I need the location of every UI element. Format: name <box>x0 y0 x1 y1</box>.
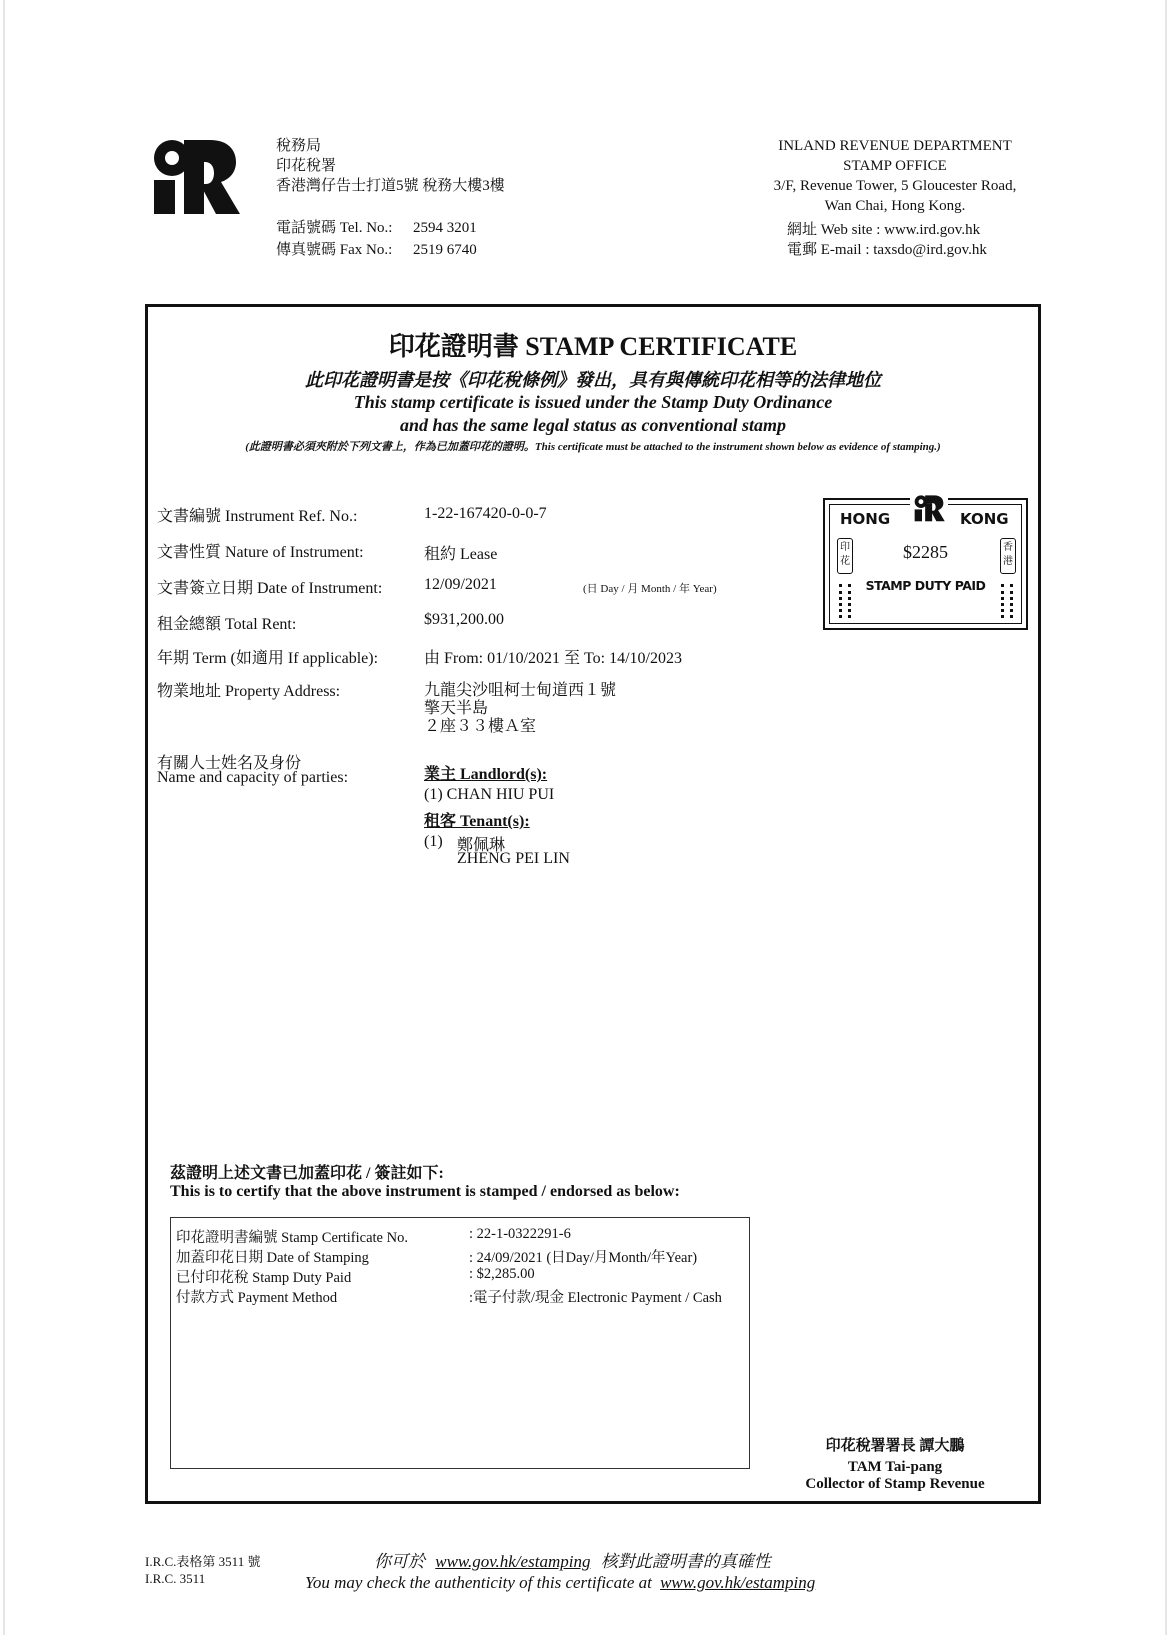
parties-label-zh: 有關人士姓名及身份 <box>157 755 302 772</box>
subtitle-zh: 此印花證明書是按《印花稅條例》發出，具有與傳統印花相等的法律地位 <box>305 370 881 390</box>
subtitle-en-2: and has the same legal status as conventional stamp <box>399 415 787 435</box>
endorsement-box <box>170 1217 750 1469</box>
payment-method-value: :電子付款/現金 Electronic Payment / Cash <box>469 1290 722 1306</box>
nature-label: 文書性質 Nature of Instrument: <box>157 544 364 561</box>
date-format-note: (日 Day / 月 Month / 年 Year) <box>583 583 717 595</box>
term-label: 年期 Term (如適用 If applicable): <box>157 650 379 667</box>
date-of-stamping-value: : 24/09/2021 (日Day/月Month/年Year) <box>469 1250 698 1266</box>
check-en-pre: You may check the authenticity of this certificate at <box>305 1573 652 1592</box>
address-line-3: ２座３３樓Ａ室 <box>424 718 537 735</box>
check-line-en <box>305 1573 815 1593</box>
website[interactable]: 網址 Web site : www.ird.gov.hk <box>787 222 981 238</box>
estamping-link-en[interactable]: www.gov.hk/estamping <box>660 1573 816 1592</box>
form-number-zh: I.R.C.表格第 3511 號 <box>145 1554 261 1569</box>
email[interactable]: 電郵 E-mail : taxsdo@ird.gov.hk <box>787 242 987 258</box>
duty-paid-label: 已付印花稅 Stamp Duty Paid <box>176 1270 352 1286</box>
address-label: 物業地址 Property Address: <box>157 683 341 700</box>
check-line-zh <box>374 1547 771 1572</box>
check-zh-post: 核對此證明書的真確性 <box>600 1552 771 1571</box>
stamp-left-chars: 印花 <box>837 538 853 574</box>
stamp-right-chars: 香港 <box>1000 538 1016 574</box>
estamping-link-zh[interactable]: www.gov.hk/estamping <box>435 1552 591 1571</box>
term-value: 由 From: 01/10/2021 至 To: 14/10/2023 <box>424 650 683 667</box>
address-line-2: 擎天半島 <box>424 700 489 717</box>
tenant-1-name-zh: 鄭佩琳 <box>457 837 506 854</box>
fax-label: 傳真號碼 Fax No.: <box>276 242 393 258</box>
date-label: 文書簽立日期 Date of Instrument: <box>157 580 383 597</box>
header-dept-zh: 稅務局 <box>276 138 322 154</box>
fax-value: 2519 6740 <box>413 242 477 258</box>
stamp-cert-no-value: : 22-1-0322291-6 <box>469 1226 571 1242</box>
signatory-title-zh: 印花稅署署長 譚大鵬 <box>825 1438 965 1454</box>
nature-value: 租約 Lease <box>424 546 498 563</box>
address-line-1: 九龍尖沙咀柯士甸道西１號 <box>424 682 617 699</box>
landlord-heading: 業主 Landlord(s): <box>424 766 548 783</box>
check-zh-pre: 你可於 <box>374 1552 425 1571</box>
stamp-duty-paid-stamp <box>823 498 1028 630</box>
signatory-name-en: TAM Tai-pang <box>847 1459 943 1475</box>
ref-no-label: 文書編號 Instrument Ref. No.: <box>157 508 358 525</box>
header-office-zh: 印花稅署 <box>276 158 337 174</box>
ref-no-value: 1-22-167420-0-0-7 <box>424 505 547 522</box>
attach-note: (此證明書必須夾附於下列文書上，作為已加蓋印花的證明。This certificate must be attached to the instrument shown below as evidence of stamping.) <box>245 441 941 453</box>
stamp-ird-logo <box>910 494 948 522</box>
total-rent-value: $931,200.00 <box>424 611 504 628</box>
duty-paid-value: : $2,285.00 <box>469 1266 535 1282</box>
header-address-en-1: 3/F, Revenue Tower, 5 Gloucester Road, <box>773 178 1017 194</box>
tenant-1-number: (1) <box>424 833 443 850</box>
tenant-1-name-en: ZHENG PEI LIN <box>457 850 570 867</box>
tenant-heading: 租客 Tenant(s): <box>424 813 530 830</box>
total-rent-label: 租金總額 Total Rent: <box>157 616 297 633</box>
stamp-amount: $2285 <box>903 542 948 562</box>
header-dept-en: INLAND REVENUE DEPARTMENT <box>778 138 1012 154</box>
signatory-title-en: Collector of Stamp Revenue <box>805 1476 985 1492</box>
header-office-en: STAMP OFFICE <box>843 158 947 174</box>
tel-label: 電話號碼 Tel. No.: <box>276 220 393 236</box>
parties-label-en: Name and capacity of parties: <box>157 769 349 786</box>
date-value: 12/09/2021 <box>424 576 497 593</box>
header-address-en-2: Wan Chai, Hong Kong. <box>824 198 966 214</box>
endorsement-heading-en: This is to certify that the above instrument is stamped / endorsed as below: <box>170 1183 680 1200</box>
tel-value: 2594 3201 <box>413 220 477 236</box>
landlord-1: (1) CHAN HIU PUI <box>424 786 555 803</box>
endorsement-heading-zh: 茲證明上述文書已加蓋印花 / 簽註如下: <box>170 1165 444 1182</box>
stamp-status: STAMP DUTY PAID <box>865 578 986 593</box>
form-number-en: I.R.C. 3511 <box>145 1571 206 1586</box>
page-left-edge <box>3 0 5 1635</box>
date-of-stamping-label: 加蓋印花日期 Date of Stamping <box>176 1250 369 1266</box>
subtitle-en-1: This stamp certificate is issued under the Stamp Duty Ordinance <box>353 392 833 412</box>
stamp-hong: HONG <box>840 510 891 528</box>
stamp-kong: KONG <box>960 510 1009 528</box>
certificate-title: 印花證明書 STAMP CERTIFICATE <box>388 332 798 361</box>
payment-method-label: 付款方式 Payment Method <box>176 1290 338 1306</box>
ird-logo <box>150 136 240 216</box>
stamp-cert-no-label: 印花證明書編號 Stamp Certificate No. <box>176 1230 408 1246</box>
header-address-zh: 香港灣仔告士打道5號 稅務大樓3樓 <box>276 178 505 194</box>
page-right-edge <box>1165 0 1167 1635</box>
